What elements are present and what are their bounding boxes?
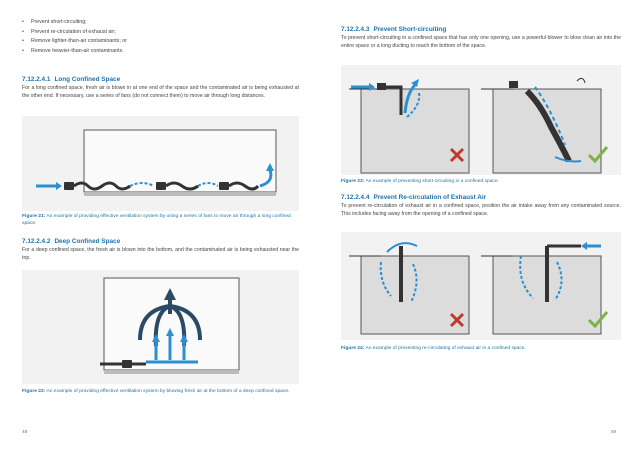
right-page xyxy=(319,0,638,453)
bullet-list xyxy=(22,18,127,56)
section-number: 7.12.2.4.1 xyxy=(22,76,51,83)
section-title: Prevent Short-circuiting xyxy=(373,26,447,33)
section-heading-deep-confined-space xyxy=(22,238,120,245)
figure-caption-text: An example of preventing re-circulating of exhaust air in a confined space. xyxy=(365,346,526,351)
bullet-item: • Prevent short-circuiting; xyxy=(22,18,127,28)
section-heading-prevent-short-circuiting xyxy=(341,26,446,33)
figure-21 xyxy=(22,116,299,211)
section-body: For a deep confined space, the fresh air is blown into the bottom, and the contaminated air is being exhausted near the top. xyxy=(22,247,299,261)
section-body: To prevent short-circuiting in a confined space that has only one opening, use a powerful blower to blow clean air into the entire space or a long ducting to reach the bottom of the space. xyxy=(341,35,621,49)
figure-24-caption xyxy=(341,345,621,352)
section-title: Prevent Re-circulation of Exhaust Air xyxy=(373,194,487,201)
section-number: 7.12.2.4.3 xyxy=(341,26,370,33)
bullet-item: • Remove lighter-than-air contaminants; or xyxy=(22,37,127,47)
bullet-item: • Remove heavier-than-air contaminants. xyxy=(22,47,127,57)
section-title: Long Confined Space xyxy=(54,76,121,83)
figure-label: Figure 21: xyxy=(22,214,46,219)
figure-24 xyxy=(341,232,621,340)
figure-caption-text: An example of providing effective ventilation system by blowing fresh air at the bottom of a deep confined space. xyxy=(46,389,290,394)
figure-caption-text: An example of providing effective ventilation system by using a series of fans to move air through a long confined space. xyxy=(22,214,291,227)
section-body: To prevent re-circulation of exhaust air in a confined space, position the air intake away from any contaminated source. This includes facing away from the opening of a confined space. xyxy=(341,203,621,217)
figure-23-caption xyxy=(341,178,621,185)
figure-label: Figure 22: xyxy=(22,389,46,394)
section-heading-long-confined-space xyxy=(22,76,120,83)
section-body: For a long confined space, fresh air is blown in at one end of the space and the contaminated air is being exhausted at the other end. If necessary, use a series of fans (do not connect them) to move air through long distances. xyxy=(22,85,299,99)
figure-21-caption xyxy=(22,213,299,227)
page-number: 49 xyxy=(610,430,616,435)
figure-label: Figure 23: xyxy=(341,179,365,184)
page-number: 48 xyxy=(22,430,28,435)
section-number: 7.12.2.4.4 xyxy=(341,194,370,201)
figure-24-illustration xyxy=(341,232,621,340)
figure-22-illustration xyxy=(22,270,299,384)
section-title: Deep Confined Space xyxy=(54,238,121,245)
figure-caption-text: An example of preventing short-circuiting in a confined space. xyxy=(365,179,499,184)
figure-22 xyxy=(22,270,299,384)
figure-22-caption xyxy=(22,388,299,395)
figure-23 xyxy=(341,65,621,175)
figure-21-illustration xyxy=(22,116,299,211)
section-number: 7.12.2.4.2 xyxy=(22,238,51,245)
figure-23-illustration xyxy=(341,65,621,175)
section-heading-prevent-recirculation xyxy=(341,194,486,201)
bullet-item: • Prevent re-circulation of exhaust air; xyxy=(22,28,127,38)
figure-label: Figure 24: xyxy=(341,346,365,351)
